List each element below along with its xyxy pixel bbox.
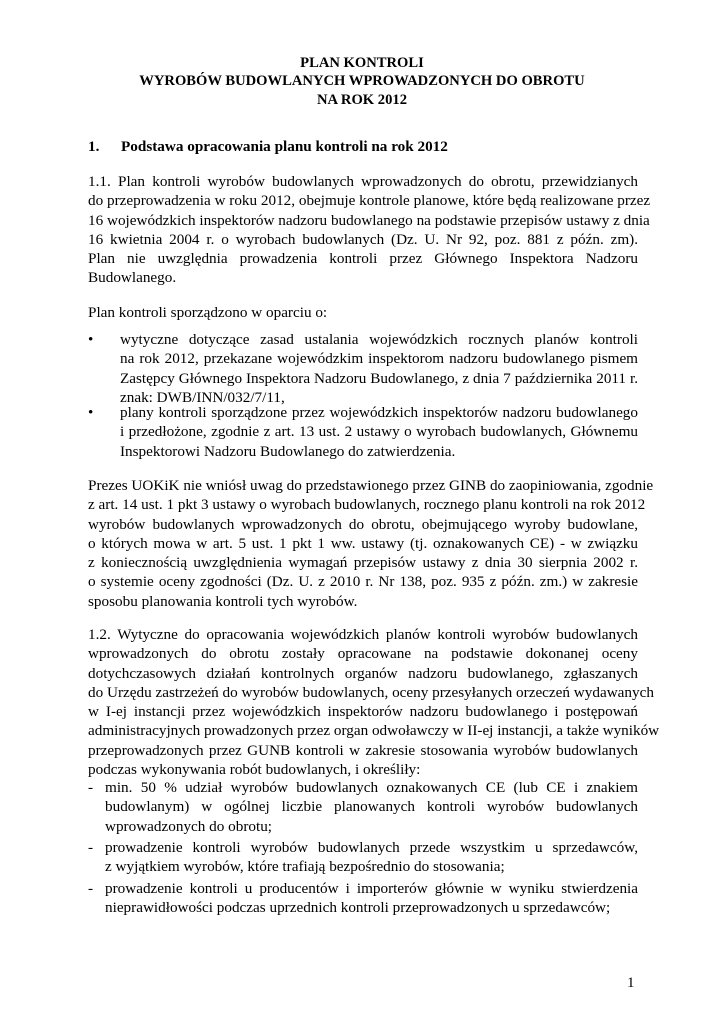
- paragraph-line: z koniecznością uwzględnienia wymagań przepisów ustawy z dnia 30 sierpnia 2002 r.: [88, 554, 638, 572]
- dash-marker: -: [88, 839, 94, 856]
- section-heading-text: Podstawa opracowania planu kontroli na rok 2012: [121, 138, 448, 155]
- paragraph-line: 16 wojewódzkich inspektorów nadzoru budowlanego na podstawie przepisów ustawy z dnia: [88, 211, 650, 229]
- dash-line: wprowadzonych do obrotu;: [105, 817, 273, 835]
- paragraph-line: podczas wykonywania robót budowlanych, i określiły:: [88, 761, 421, 779]
- dash-marker: -: [88, 880, 94, 897]
- dash-line: prowadzenie kontroli wyrobów budowlanych przede wszystkim u sprzedawców,: [105, 839, 638, 856]
- bullet-line: Inspektorowi Nadzoru Budowlanego do zatwierdzenia.: [120, 442, 456, 460]
- paragraph-line: o systemie oceny zgodności (Dz. U. z 2010 r. Nr 138, poz. 935 z późn. zm.) w zakresie: [88, 573, 638, 591]
- list-intro: Plan kontroli sporządzono w oparciu o:: [88, 304, 328, 321]
- bullet-icon: •: [88, 404, 94, 421]
- dash-line: prowadzenie kontroli u producentów i importerów głównie w wyniku stwierdzenia: [105, 880, 638, 897]
- dash-line: z wyjątkiem wyrobów, które trafiają bezpośrednio do stosowania;: [105, 858, 505, 876]
- title-line-2: WYROBÓW BUDOWLANYCH WPROWADZONYCH DO OBROTU: [139, 73, 585, 90]
- bullet-line: Zastępcy Głównego Inspektora Nadzoru Budowlanego, z dnia 7 października 2011 r.: [120, 369, 638, 387]
- paragraph-line: do przeprowadzenia w roku 2012, obejmuje kontrole planowe, które będą realizowane przez: [88, 192, 651, 210]
- paragraph-line: wyrobów budowlanych wprowadzonych do obrotu, obejmującego wyroby budowlane,: [88, 515, 638, 533]
- dash-marker: -: [88, 779, 94, 796]
- paragraph-line: 16 kwietnia 2004 r. o wyrobach budowlanych (Dz. U. Nr 92, poz. 881 z późn. zm).: [88, 230, 638, 248]
- dash-line: min. 50 % udział wyrobów budowlanych oznakowanych CE (lub CE i znakiem: [105, 779, 638, 796]
- section-number: 1.: [88, 138, 100, 155]
- paragraph-line: wprowadzonych do obrotu zostały opracowane na podstawie dokonanej oceny: [88, 645, 638, 663]
- paragraph-1-1: [88, 172, 651, 288]
- title-line-3: NA ROK 2012: [317, 91, 407, 108]
- bullet-line: znak: DWB/INN/032/7/11,: [120, 388, 285, 406]
- paragraph-line: 1.2. Wytyczne do opracowania wojewódzkich planów kontroli wyrobów budowlanych: [88, 626, 638, 643]
- paragraph-uokik: [88, 476, 654, 611]
- paragraph-line: Prezes UOKiK nie wniósł uwag do przedstawionego przez GINB do zaopiniowania, zgodnie: [88, 477, 654, 494]
- page-number: 1: [627, 975, 635, 991]
- title-line-1: PLAN KONTROLI: [300, 55, 424, 71]
- paragraph-1-2: [88, 625, 660, 779]
- paragraph-line: 1.1. Plan kontroli wyrobów budowlanych wprowadzonych do obrotu, przewidzianych: [88, 173, 638, 190]
- bullet-icon: •: [88, 331, 94, 348]
- bullet-line: i przedłożone, zgodnie z art. 13 ust. 2 ustawy o wyrobach budowlanych, Głównemu: [120, 423, 638, 441]
- dash-line: nieprawidłowości podczas uprzednich kontroli przeprowadzonych u sprzedawców;: [105, 899, 611, 917]
- paragraph-line: do Urzędu zastrzeżeń do wyrobów budowlanych, oceny przesyłanych orzeczeń wydawanych: [88, 683, 654, 701]
- section-1-heading: [88, 137, 448, 156]
- dash-line: budowlanym) w ogólnej liczbie planowanych kontroli wyrobów budowlanych: [105, 798, 638, 816]
- paragraph-line: administracyjnych prowadzonych przez organ odwoławczy w II-ej instancji, a także wyników: [88, 722, 660, 740]
- paragraph-line: sposobu planowania kontroli tych wyrobów.: [88, 592, 358, 610]
- bullet-line: plany kontroli sporządzone przez wojewódzkich inspektorów nadzoru budowlanego: [120, 404, 638, 421]
- document-title: [88, 54, 636, 109]
- paragraph-line: o których mowa w art. 5 ust. 1 pkt 1 ww. ustawy (tj. oznakowanych CE) - w związku: [88, 534, 638, 552]
- paragraph-line: Budowlanego.: [88, 269, 177, 287]
- bullet-line: na rok 2012, przekazane wojewódzkim inspektorom nadzoru budowlanego pismem: [120, 350, 638, 368]
- paragraph-line: w I-ej instancji przez wojewódzkich inspektorów nadzoru budowlanego i postępowań: [88, 703, 638, 721]
- bullet-line: wytyczne dotyczące zasad ustalania wojewódzkich rocznych planów kontroli: [120, 331, 638, 348]
- paragraph-line: Plan nie uwzględnia prowadzenia kontroli przez Głównego Inspektora Nadzoru: [88, 250, 638, 268]
- paragraph-line: z art. 14 ust. 1 pkt 3 ustawy o wyrobach budowlanych, rocznego planu kontroli na rok 2012: [88, 496, 646, 514]
- paragraph-line: dotychczasowych działań kontrolnych organów nadzoru budowlanego, zgłaszanych: [88, 664, 638, 682]
- paragraph-line: przeprowadzonych przez GUNB kontroli w zakresie stosowania wyrobów budowlanych: [88, 741, 638, 759]
